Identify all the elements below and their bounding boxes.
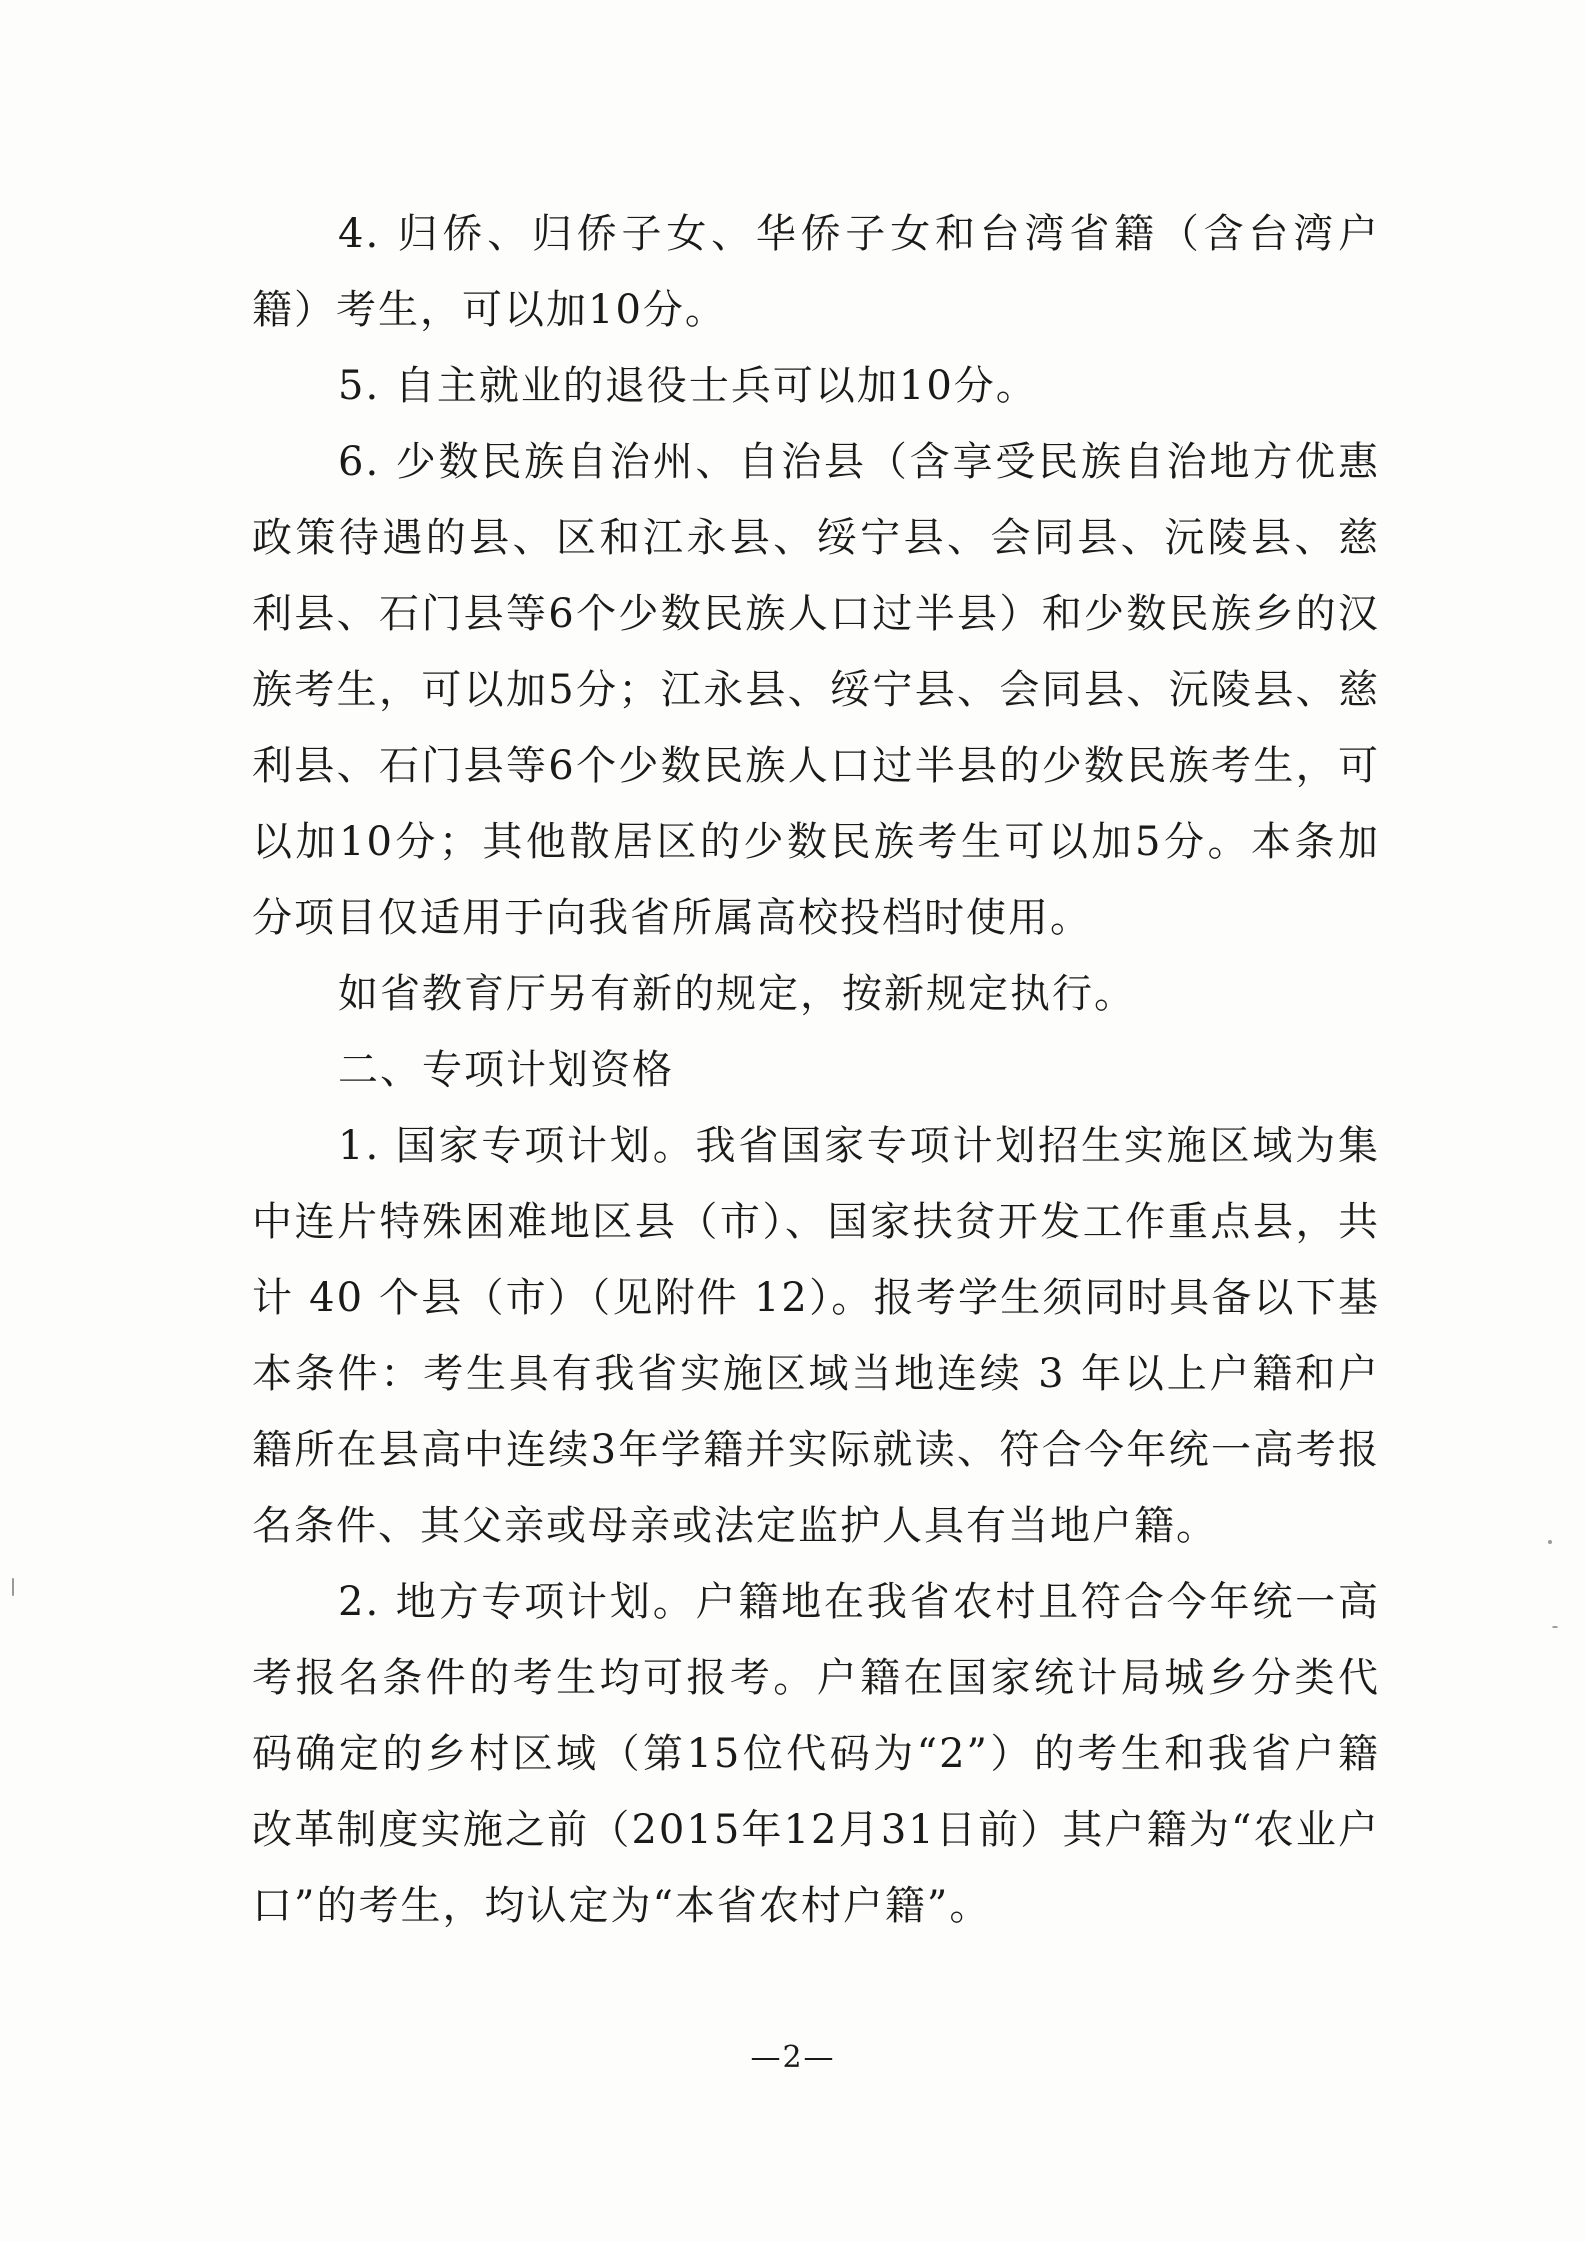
- paragraph-overseas-chinese-bonus: 4. 归侨、归侨子女、华侨子女和台湾省籍（含台湾户籍）考生，可以加10分。: [252, 211, 1380, 333]
- scan-speck: [12, 1578, 14, 1596]
- paragraph-new-rules-note: 如省教育厅另有新的规定，按新规定执行。: [338, 971, 1136, 1017]
- paragraph-ethnic-minority-bonus: 6. 少数民族自治州、自治县（含享受民族自治地方优惠政策待遇的县、区和江永县、绥宁县、会同县、沅陵县、慈利县、石门县等6个少数民族人口过半县）和少数民族乡的汉族考生，可以加5分；江永县、绥宁县、会同县、沅陵县、慈利县、石门县等6个少数民族人口过半县的少数民族考生，可以加10分；其他散居区的少数民族考生可以加5分。本条加分项目仅适用于向我省所属高校投档时使用。: [252, 439, 1380, 941]
- paragraph-veteran-bonus: 5. 自主就业的退役士兵可以加10分。: [338, 363, 1038, 409]
- page-number: —2—: [750, 2040, 836, 2075]
- scan-speck: [1552, 1626, 1558, 1628]
- section-heading-special-plan: 二、专项计划资格: [338, 1047, 674, 1093]
- paragraph-national-special-plan: 1. 国家专项计划。我省国家专项计划招生实施区域为集中连片特殊困难地区县（市）、国家扶贫开发工作重点县，共计 40 个县（市）（见附件 12）。报考学生须同时具备以下基本条件：考生具有我省实施区域当地连续 3 年以上户籍和户籍所在县高中连续3年学籍并实际就读、符合今年统一高考报名条件、其父亲或母亲或法定监护人具有当地户籍。: [252, 1123, 1380, 1549]
- scan-speck: [1548, 1540, 1552, 1544]
- document-body: [252, 196, 1380, 1944]
- paragraph-local-special-plan: 2. 地方专项计划。户籍地在我省农村且符合今年统一高考报名条件的考生均可报考。户籍在国家统计局城乡分类代码确定的乡村区域（第15位代码为“2”）的考生和我省户籍改革制度实施之前（2015年12月31日前）其户籍为“农业户口”的考生，均认定为“本省农村户籍”。: [252, 1579, 1380, 1929]
